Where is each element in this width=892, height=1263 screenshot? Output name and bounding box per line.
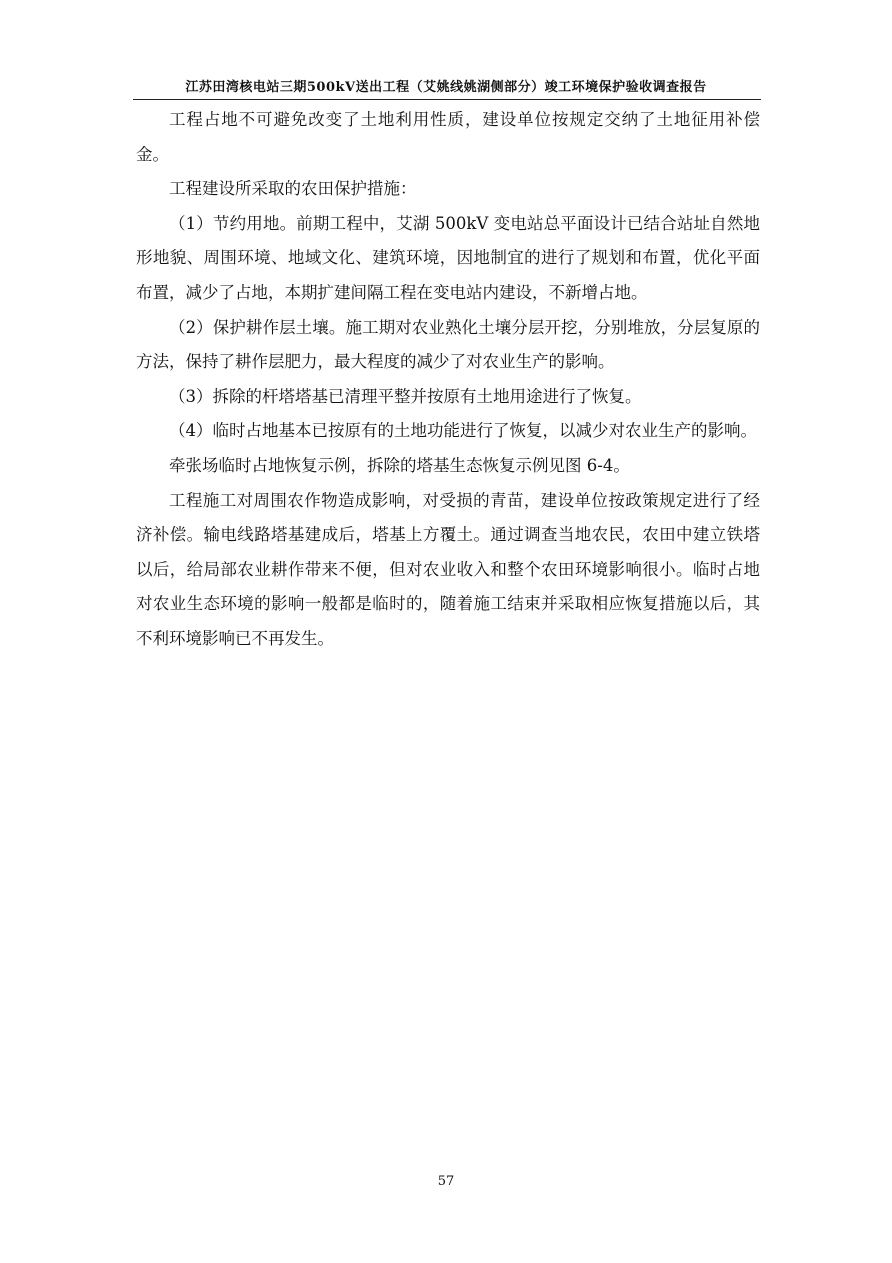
paragraph-measure-4: （4）临时占地基本已按原有的土地功能进行了恢复，以减少对农业生产的影响。 <box>169 421 757 441</box>
report-header-title: 江苏田湾核电站三期500kV送出工程（艾姚线姚湖侧部分）竣工环境保护验收调查报告 <box>185 80 707 95</box>
page-number: 57 <box>437 1174 455 1189</box>
paragraph-farmland-measures-intro: 工程建设所采取的农田保护措施： <box>169 179 417 199</box>
paragraph-measure-1: （1）节约用地。前期工程中，艾湖 500kV 变电站总平面设计已结合站址自然地形地貌、周围环境、地域文化、建筑环境，因地制宜的进行了规划和布置，优化平面布置，减少了占地，本期扩建间隔工程在变电站内建设，不新增占地。 <box>136 213 760 302</box>
paragraph-crop-impact: 工程施工对周围农作物造成影响，对受损的青苗，建设单位按政策规定进行了经济补偿。输电线路塔基建成后，塔基上方覆土。通过调查当地农民，农田中建立铁塔以后，给局部农业耕作带来不便，但对农业收入和整个农田环境影响很小。临时占地对农业生态环境的影响一般都是临时的，随着施工结束并采取相应恢复措施以后，其不利环境影响已不再发生。 <box>136 490 760 648</box>
paragraph-measure-3: （3）拆除的杆塔塔基已清理平整并按原有土地用途进行了恢复。 <box>169 386 642 406</box>
report-body <box>136 103 760 657</box>
paragraph-figure-reference: 牵张场临时占地恢复示例，拆除的塔基生态恢复示例见图 6-4。 <box>169 455 630 475</box>
paragraph-measure-2: （2）保护耕作层土壤。施工期对农业熟化土壤分层开挖，分别堆放，分层复原的方法，保持了耕作层肥力，最大程度的减少了对农业生产的影响。 <box>136 317 760 372</box>
paragraph-land-compensation: 工程占地不可避免改变了土地利用性质，建设单位按规定交纳了土地征用补偿金。 <box>136 110 760 164</box>
header-divider <box>133 99 761 100</box>
